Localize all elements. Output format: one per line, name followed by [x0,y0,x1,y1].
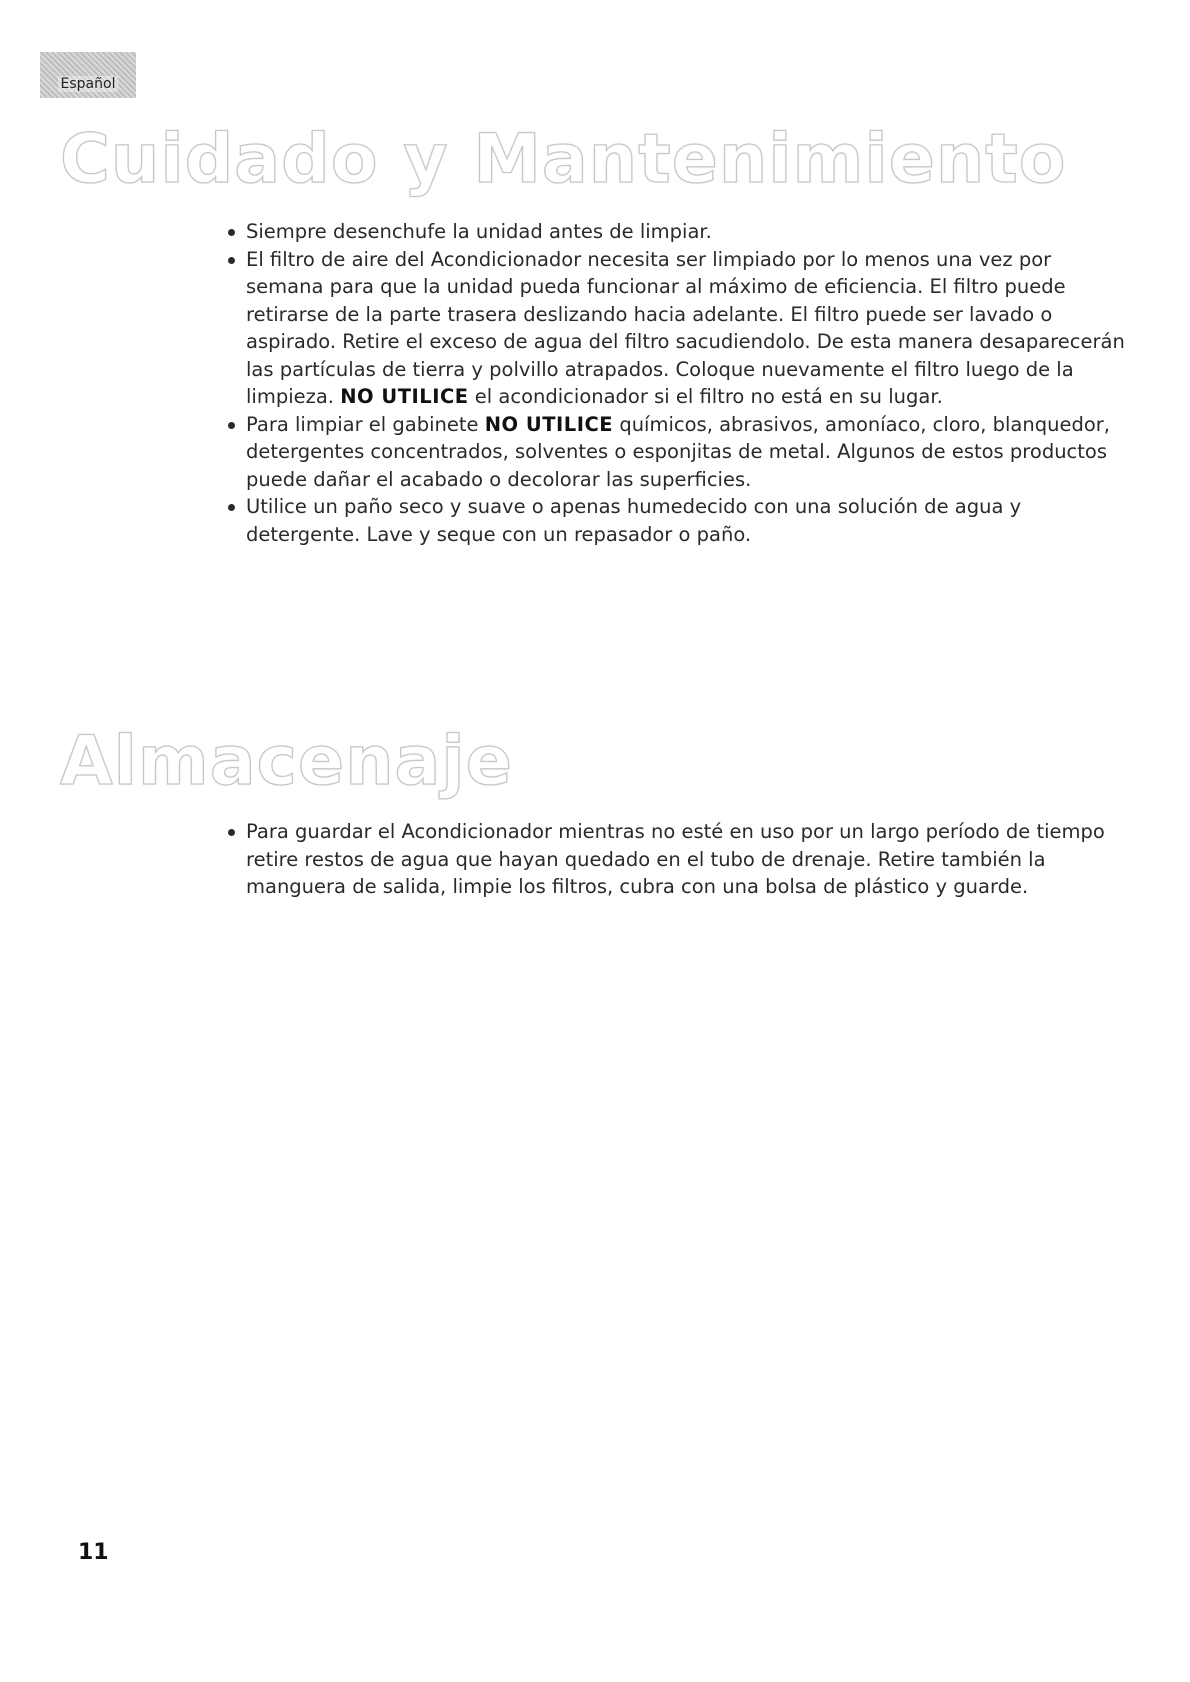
section-title-storage: Almacenaje [60,722,513,801]
bullet-icon [228,229,235,236]
item-text: Siempre desenchufe la unidad antes de limpiar. [246,220,712,243]
item-text: Para guardar el Acondicionador mientras no esté en uso por un largo período de tiempo retire restos de agua que hayan quedado en el tubo de drenaje. Retire también la manguera de salida, limpie los filtros, cubra con una bolsa de plástico y guarde. [246,820,1105,898]
list-item [228,493,1128,548]
bullet-icon [228,829,235,836]
list-item [228,218,1128,246]
list-item [228,411,1128,494]
storage-instructions-list [228,818,1128,901]
item-text-before: Para limpiar el gabinete [246,412,485,436]
list-item [228,818,1128,901]
item-text-after: químicos, abrasivos, amoníaco, cloro, blanquedor, detergentes concentrados, solventes o esponjitas de metal. Algunos de estos productos puede dañar el acabado o decolorar las superficies. [246,412,1110,491]
bullet-icon [228,504,235,511]
item-text-after: el acondicionador si el filtro no está en su lugar. [468,385,943,408]
warning-emphasis: NO UTILICE [340,385,469,408]
warning-emphasis: NO UTILICE [484,412,614,436]
language-tab-label: Español [58,76,119,92]
page-number: 11 [78,1540,109,1565]
bullet-icon [228,257,235,264]
item-text-before: El filtro de aire del Acondicionador necesita ser limpiado por lo menos una vez por semana para que la unidad pueda funcionar al máximo de eficiencia. El filtro puede retirarse de la parte trasera deslizando hacia adelante. El filtro puede ser lavado o aspirado. Retire el exceso de agua del filtro sacudiendolo. De esta manera desaparecerán las partículas de tierra y polvillo atrapados. Coloque nuevamente el filtro luego de la limpieza. [246,247,1125,408]
language-tab [40,52,136,98]
section-title-care-maintenance: Cuidado y Mantenimiento [60,120,1067,199]
care-instructions-list [228,218,1128,548]
bullet-icon [228,422,235,429]
list-item [228,246,1128,411]
item-text: Utilice un paño seco y suave o apenas humedecido con una solución de agua y detergente. Lave y seque con un repasador o paño. [246,495,1022,546]
